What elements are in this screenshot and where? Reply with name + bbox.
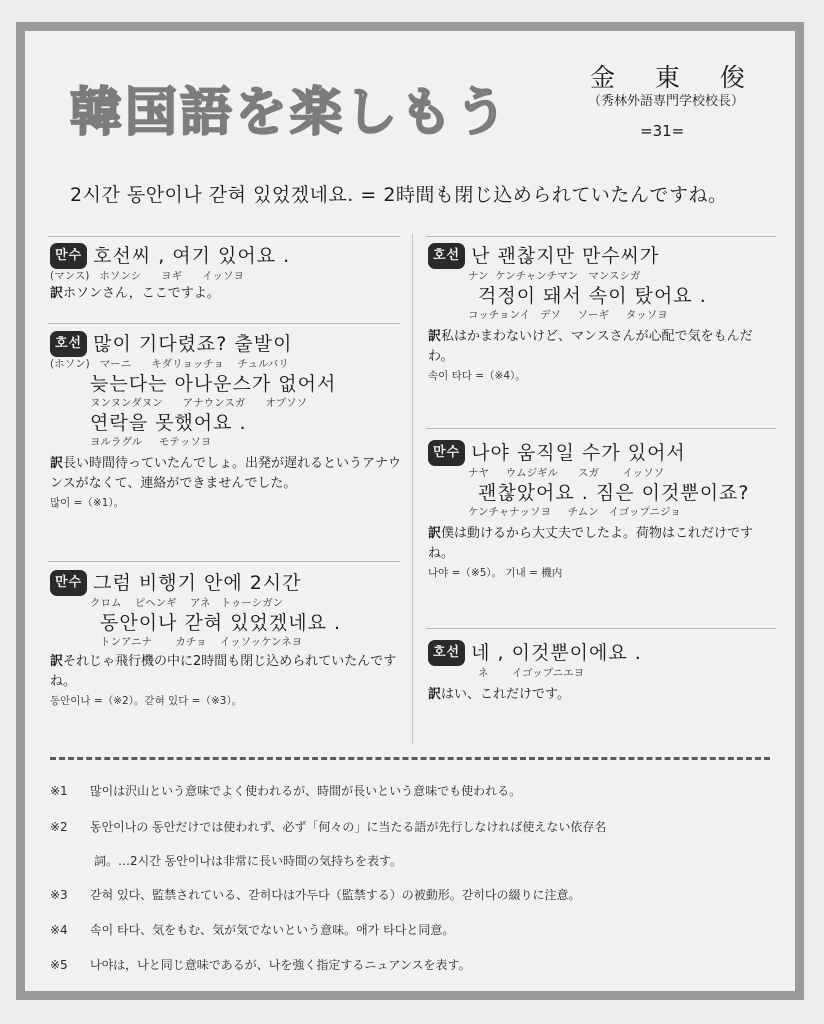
footnote-mark: ※4 xyxy=(50,923,68,937)
katakana-reading: ナン ケンチャンチマン マンスシガ xyxy=(468,270,641,282)
korean-line: 나야 움직일 수가 있어서 xyxy=(471,442,686,464)
divider-line xyxy=(426,236,776,237)
speaker-badge: 호선 xyxy=(50,331,87,357)
japanese-translation: 長い時間待っていたんでしょ。出発が遅れるというアナウンスがなくて、連絡ができませんでした。 xyxy=(50,456,402,491)
korean-line: 네 , 이것뿐이에요 . xyxy=(471,642,642,664)
translation-mark: 訳 xyxy=(428,329,442,344)
grammar-note: 많이 =（※1）。 xyxy=(50,497,125,509)
author-affiliation: （秀林外語専門学校校長） xyxy=(588,94,745,109)
korean-line: 걱정이 돼서 속이 탔어요 . xyxy=(478,285,707,307)
footnote-mark: ※5 xyxy=(50,958,68,972)
speaker-badge: 만수 xyxy=(50,570,87,596)
footnote-text: 갇혀 있다、監禁されている、갇히다は가두다（監禁する）の被動形。갇히다の綴りに注意。 xyxy=(90,888,581,902)
katakana-reading: ナヤ ウムジギル スガ イッソソ xyxy=(468,467,665,479)
dialogue-block xyxy=(428,243,778,385)
divider-line xyxy=(426,428,776,429)
katakana-reading: (マンス) ホソンシ ヨギ イッソヨ xyxy=(50,270,244,282)
footnote xyxy=(50,782,521,799)
grammar-note: 동안이나 =（※2）。갇혀 있다 =（※3）。 xyxy=(50,695,243,707)
translation-mark: 訳 xyxy=(428,687,442,702)
footnote xyxy=(50,818,606,835)
footnote-mark: ※3 xyxy=(50,888,68,902)
author-name: 金 東 俊 xyxy=(590,63,761,92)
japanese-translation: 私はかまわないけど、マンスさんが心配で気をもんだわ。 xyxy=(428,329,753,364)
footnote-text: 동안이나の 동안だけでは使われず、必ず「何々の」に当たる語が先行しなければ使えない依存名 xyxy=(90,820,607,834)
grammar-note: 나야 =（※5）。 기내 = 機内 xyxy=(428,567,563,579)
divider-line xyxy=(48,561,400,562)
katakana-reading: ネ イゴップニエヨ xyxy=(478,667,585,679)
speaker-badge: 호선 xyxy=(428,243,465,269)
footnote-mark: ※1 xyxy=(50,784,68,798)
katakana-reading: (ホソン) マーニ キダリョッチョ チュルバリ xyxy=(50,358,289,370)
katakana-reading: ケンチャナッソヨ チムン イゴップニジョ xyxy=(468,506,681,518)
footnote-text: 많이は沢山という意味でよく使われるが、時間が長いという意味でも使われる。 xyxy=(90,784,522,798)
translation-mark: 訳 xyxy=(50,456,64,471)
column-divider xyxy=(412,234,413,744)
dialogue-block xyxy=(428,440,778,582)
dialogue-block xyxy=(428,640,778,705)
footnote xyxy=(50,956,471,973)
translation-mark: 訳 xyxy=(50,654,64,669)
footnote-text: 나야は，나と同じ意味であるが、나を強く指定するニュアンスを表す。 xyxy=(90,958,471,972)
translation-mark: 訳 xyxy=(428,526,442,541)
korean-line: 늦는다는 아나운스가 없어서 xyxy=(90,373,337,395)
footnote xyxy=(50,921,454,938)
katakana-reading: ヌンヌンダヌン アナウンスガ オプソソ xyxy=(90,397,308,409)
dialogue-block xyxy=(50,570,405,710)
footnote-mark: ※2 xyxy=(50,820,68,834)
katakana-reading: ヨルラグル モテッソヨ xyxy=(90,436,212,448)
korean-line: 난 괜찮지만 만수씨가 xyxy=(471,245,660,267)
issue-number: =31= xyxy=(640,122,685,140)
divider-line xyxy=(426,628,776,629)
korean-line: 많이 기다렸죠? 출발이 xyxy=(93,333,293,355)
korean-line: 호선씨 , 여기 있어요 . xyxy=(93,245,291,267)
dialogue-block xyxy=(50,331,405,512)
japanese-translation: はい、これだけです。 xyxy=(441,687,570,702)
speaker-badge: 만수 xyxy=(428,440,465,466)
dialogue-block xyxy=(50,243,405,304)
column-title: 韓国語を楽しもう xyxy=(70,82,511,143)
divider-line xyxy=(48,236,400,237)
japanese-translation: ホソンさん，ここですよ。 xyxy=(63,286,220,301)
katakana-reading: クロム ピヘンギ アネ トゥーシガン xyxy=(90,597,284,609)
grammar-note: 속이 타다 =（※4）。 xyxy=(428,370,526,382)
speaker-badge: 만수 xyxy=(50,243,87,269)
footnote-text: 속이 타다、気をもむ、気が気でないという意味。애가 타다と同意。 xyxy=(90,923,455,937)
dashed-divider xyxy=(50,757,770,760)
translation-mark: 訳 xyxy=(50,286,64,301)
korean-line: 동안이나 갇혀 있었겠네요 . xyxy=(100,612,342,634)
footnote xyxy=(50,852,402,869)
japanese-translation: それじゃ飛行機の中に2時間も閉じ込められていたんですね。 xyxy=(50,654,397,689)
katakana-reading: トンアニナ カチョ イッソッケンネヨ xyxy=(100,636,303,648)
speaker-badge: 호선 xyxy=(428,640,465,666)
korean-line: 연락을 못했어요 . xyxy=(90,412,247,434)
korean-line: 그럼 비행기 안에 2시간 xyxy=(93,572,302,594)
footnote xyxy=(50,886,581,903)
katakana-reading: コッチョンイ デソ ソーギ タッソヨ xyxy=(468,309,668,321)
divider-line xyxy=(48,323,400,324)
footnote-text: 詞。…2시간 동안이나は非常に長い時間の気持ちを表す。 xyxy=(94,854,403,868)
japanese-translation: 僕は動けるから大丈夫でしたよ。荷物はこれだけですね。 xyxy=(428,526,754,561)
lesson-headline: 2시간 동안이나 갇혀 있었겠네요. = 2時間も閉じ込められていたんですね。 xyxy=(70,184,728,206)
korean-line: 괜찮았어요 . 짐은 이것뿐이죠? xyxy=(478,482,750,504)
